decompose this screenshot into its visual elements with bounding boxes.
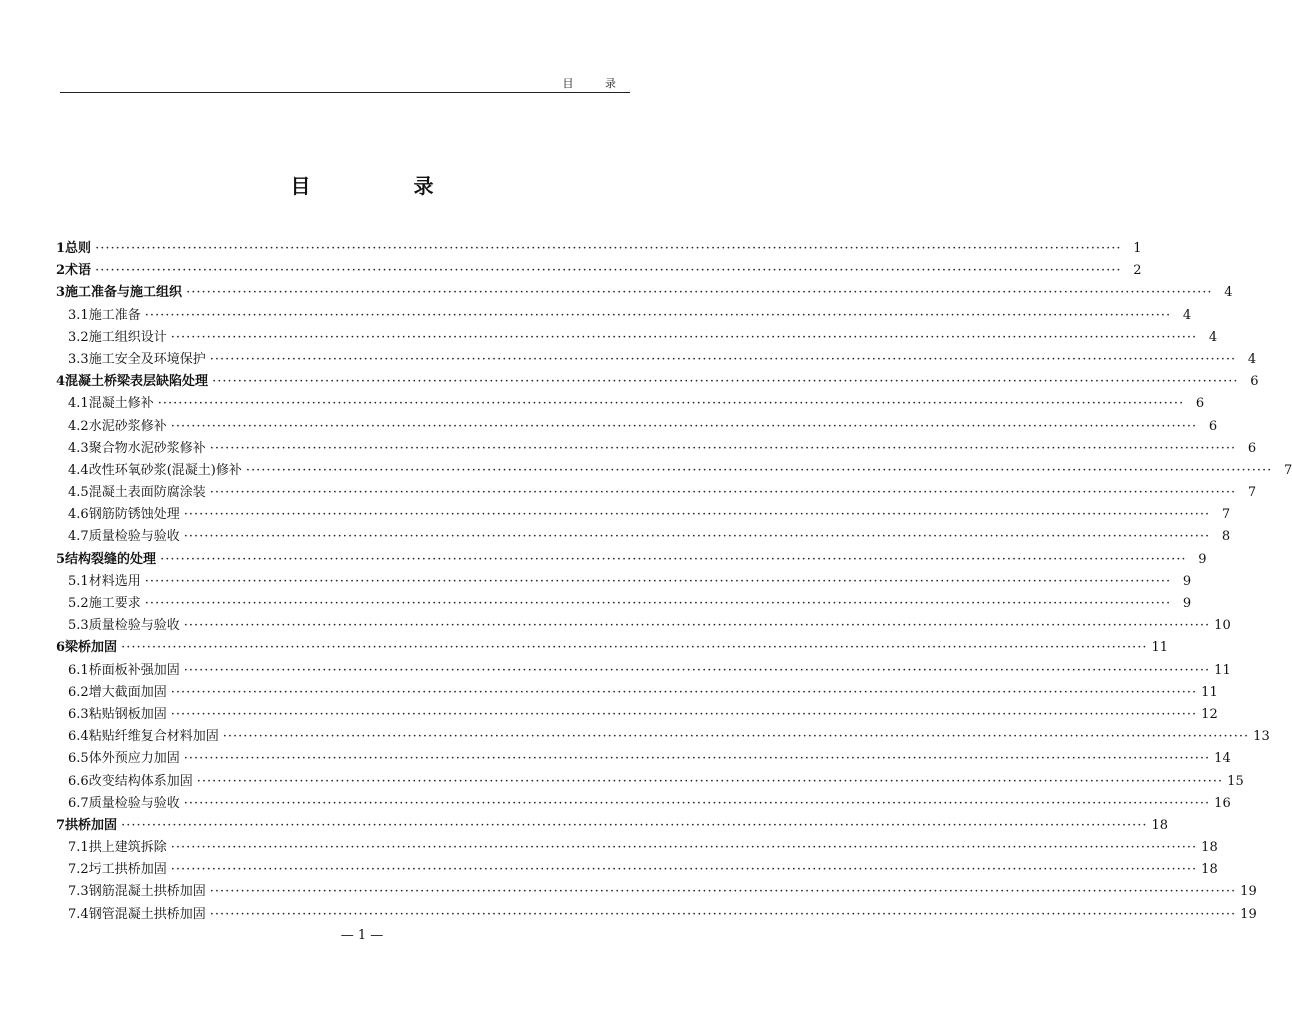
running-head: 目 录 <box>562 77 630 90</box>
toc-entry-page: 19 <box>1240 906 1257 922</box>
toc-section-entry[interactable] <box>56 904 1257 926</box>
toc-leader-dots: ········································································································································································································ <box>186 285 1213 301</box>
toc-leader-dots: ········································································································································································································ <box>170 706 1198 722</box>
toc-chapter-entry[interactable] <box>56 549 1207 571</box>
toc-leader-dots: ········································································································································································································ <box>121 640 1148 656</box>
toc-leader-dots: ········································································································································································································ <box>183 529 1211 545</box>
toc-entry-page: 11 <box>1151 640 1169 656</box>
toc-leader-dots: ········································································································································································································ <box>209 351 1237 367</box>
toc-section-entry[interactable] <box>56 793 1231 815</box>
toc-entry-label: 施工准备 <box>88 307 141 323</box>
toc-entry-page: 11 <box>1201 684 1218 700</box>
toc-entry-label: 粘贴钢板加固 <box>88 706 167 722</box>
toc-section-entry[interactable] <box>56 771 1244 793</box>
toc-entry-number: 4.7 <box>68 529 89 545</box>
toc-entry-page: 9 <box>1182 596 1192 611</box>
toc-entry-page: 4 <box>1208 329 1218 345</box>
toc-entry-label: 混凝土修补 <box>88 396 154 412</box>
toc-entry-label: 改性环氧砂浆(混凝土)修补 <box>88 462 242 478</box>
toc-entry-label: 施工安全及环境保护 <box>88 351 206 367</box>
toc-leader-dots: ········································································································································································································ <box>144 573 1172 589</box>
toc-entry-number: 4 <box>56 374 66 390</box>
toc-entry-label: 改变结构体系加固 <box>88 773 193 789</box>
toc-leader-dots: ········································································································································································································ <box>245 462 1273 478</box>
toc-entry-number: 5.1 <box>68 573 89 589</box>
toc-chapter-entry[interactable] <box>56 637 1169 659</box>
toc-entry-number: 7.1 <box>68 840 89 856</box>
toc-entry-label: 术语 <box>65 263 92 279</box>
toc-leader-dots: ········································································································································································································ <box>209 485 1237 501</box>
toc-entry-number: 3 <box>56 285 66 301</box>
toc-section-entry[interactable] <box>56 526 1231 548</box>
toc-entry-page: 8 <box>1221 529 1231 545</box>
toc-leader-dots: ········································································································································································································ <box>196 773 1224 789</box>
toc-entry-page: 19 <box>1240 884 1257 900</box>
toc-entry-page: 9 <box>1182 573 1192 589</box>
toc-leader-dots: ········································································································································································································ <box>170 329 1198 345</box>
toc-entry-label: 聚合物水泥砂浆修补 <box>88 440 206 456</box>
toc-leader-dots: ········································································································································································································ <box>121 817 1148 833</box>
toc-entry-label: 水泥砂浆修补 <box>88 418 167 434</box>
toc-entry-page: 6 <box>1195 396 1205 412</box>
toc-section-entry[interactable] <box>56 416 1218 438</box>
toc-leader-dots: ········································································································································································································ <box>170 418 1198 434</box>
toc-entry-page: 10 <box>1214 618 1231 634</box>
toc-leader-dots: ········································································································································································································ <box>157 396 1185 412</box>
toc-section-entry[interactable] <box>56 349 1257 371</box>
toc-section-entry[interactable] <box>56 726 1270 748</box>
toc-entry-page: 18 <box>1201 862 1218 878</box>
toc-entry-label: 钢管混凝土拱桥加固 <box>88 906 206 922</box>
page-number: — 1 — <box>340 928 384 943</box>
toc-section-entry[interactable] <box>56 704 1218 726</box>
toc-chapter-entry[interactable] <box>56 371 1259 393</box>
toc-entry-number: 6.2 <box>68 684 89 700</box>
toc-leader-dots: ········································································································································································································ <box>170 862 1198 878</box>
toc-entry-number: 4.5 <box>68 485 89 501</box>
toc-leader-dots: ········································································································································································································ <box>183 795 1211 811</box>
toc-leader-dots: ········································································································································································································ <box>144 307 1172 323</box>
toc-entry-label: 施工组织设计 <box>88 329 167 345</box>
toc-entry-label: 拱上建筑拆除 <box>88 840 167 856</box>
toc-entry-number: 4.1 <box>68 396 89 412</box>
toc-entry-page: 4 <box>1182 307 1192 323</box>
toc-leader-dots: ········································································································································································································ <box>183 618 1211 634</box>
toc-section-entry[interactable] <box>56 504 1231 526</box>
toc-leader-dots: ········································································································································································································ <box>95 241 1122 256</box>
toc-entry-label: 粘贴纤维复合材料加固 <box>88 729 219 745</box>
toc-entry-number: 3.1 <box>68 307 89 323</box>
toc-entry-label: 质量检验与验收 <box>88 618 180 634</box>
toc-entry-page: 7 <box>1284 462 1292 478</box>
toc-entry-page: 4 <box>1224 285 1233 301</box>
toc-entry-page: 6 <box>1208 418 1218 434</box>
toc-entry-label: 混凝土表面防腐涂装 <box>88 485 206 501</box>
toc-entry-label: 钢筋混凝土拱桥加固 <box>88 884 206 900</box>
toc-section-entry[interactable] <box>56 482 1257 504</box>
toc-leader-dots: ········································································································································································································ <box>209 906 1237 922</box>
toc-chapter-entry[interactable] <box>56 238 1142 260</box>
toc-entry-number: 6.1 <box>68 662 89 678</box>
toc-entry-page: 6 <box>1250 374 1259 390</box>
toc-entry-label: 施工要求 <box>88 596 141 611</box>
toc-entry-number: 7.4 <box>68 906 89 922</box>
toc-leader-dots: ········································································································································································································ <box>170 684 1198 700</box>
toc-entry-page: 18 <box>1151 817 1169 833</box>
toc-entry-label: 桥面板补强加固 <box>88 662 180 678</box>
toc-section-entry[interactable] <box>56 571 1192 593</box>
toc-entry-label: 拱桥加固 <box>65 817 118 833</box>
toc-entry-number: 3.2 <box>68 329 89 345</box>
toc-entry-label: 总则 <box>65 241 92 256</box>
toc-entry-page: 12 <box>1201 706 1218 722</box>
toc-entry-label: 混凝土桥梁表层缺陷处理 <box>65 374 209 390</box>
toc-section-entry[interactable] <box>56 859 1218 881</box>
toc-entry-label: 体外预应力加固 <box>88 751 180 767</box>
toc-leader-dots: ········································································································································································································ <box>95 263 1122 279</box>
toc-entry-number: 5.2 <box>68 596 89 611</box>
toc-entry-number: 4.2 <box>68 418 89 434</box>
toc-entry-number: 7.2 <box>68 862 89 878</box>
toc-entry-number: 6.4 <box>68 729 89 745</box>
header-rule <box>60 92 630 93</box>
toc-leader-dots: ········································································································································································································ <box>160 551 1187 567</box>
toc-entry-page: 15 <box>1227 773 1244 789</box>
toc-entry-page: 16 <box>1214 795 1231 811</box>
toc-section-entry[interactable] <box>56 660 1231 682</box>
toc-entry-label: 质量检验与验收 <box>88 795 180 811</box>
toc-entry-label: 施工准备与施工组织 <box>65 285 183 301</box>
toc-leader-dots: ········································································································································································································ <box>144 596 1172 611</box>
toc-entry-number: 6.6 <box>68 773 89 789</box>
toc-entry-number: 3.3 <box>68 351 89 367</box>
toc-entry-number: 6.3 <box>68 706 89 722</box>
page-title: 目 录 <box>290 174 482 198</box>
toc-section-entry[interactable] <box>56 327 1218 349</box>
toc-entry-page: 7 <box>1247 485 1257 501</box>
toc-entry-number: 5 <box>56 551 66 567</box>
toc-leader-dots: ········································································································································································································ <box>212 374 1239 390</box>
toc-section-entry[interactable] <box>56 438 1257 460</box>
toc-section-entry[interactable] <box>56 682 1218 704</box>
toc-entry-number: 4.4 <box>68 462 89 478</box>
toc-entry-label: 梁桥加固 <box>65 640 118 656</box>
toc-entry-label: 增大截面加固 <box>88 684 167 700</box>
toc-entry-page: 9 <box>1198 551 1207 567</box>
toc-section-entry[interactable] <box>56 305 1192 327</box>
toc-entry-page: 1 <box>1133 241 1142 256</box>
toc-entry-number: 1 <box>56 241 66 256</box>
toc-entry-page: 6 <box>1247 440 1257 456</box>
toc-entry-number: 4.6 <box>68 507 89 523</box>
toc-chapter-entry[interactable] <box>56 282 1233 304</box>
toc-section-entry[interactable] <box>56 460 1292 482</box>
toc-entry-page: 18 <box>1201 840 1218 856</box>
toc-leader-dots: ········································································································································································································ <box>170 840 1198 856</box>
toc-chapter-entry[interactable] <box>56 815 1169 837</box>
toc-leader-dots: ········································································································································································································ <box>183 507 1211 523</box>
toc-entry-label: 圬工拱桥加固 <box>88 862 167 878</box>
toc-section-entry[interactable] <box>56 881 1257 903</box>
toc-chapter-entry[interactable] <box>56 260 1142 282</box>
toc-entry-number: 6.7 <box>68 795 89 811</box>
toc-entry-number: 5.3 <box>68 618 89 634</box>
toc-entry-page: 11 <box>1214 662 1231 678</box>
toc-entry-label: 钢筋防锈蚀处理 <box>88 507 180 523</box>
toc-section-entry[interactable] <box>56 748 1231 770</box>
toc-leader-dots: ········································································································································································································ <box>183 662 1211 678</box>
toc-section-entry[interactable] <box>56 593 1192 615</box>
toc-entry-page: 2 <box>1133 263 1142 279</box>
toc-section-entry[interactable] <box>56 615 1231 637</box>
toc-entry-page: 13 <box>1253 729 1270 745</box>
toc-section-entry[interactable] <box>56 837 1218 859</box>
toc-leader-dots: ········································································································································································································ <box>209 884 1237 900</box>
toc-entry-label: 材料选用 <box>88 573 141 589</box>
toc-entry-number: 7 <box>56 817 66 833</box>
toc-entry-number: 6.5 <box>68 751 89 767</box>
toc-entry-page: 7 <box>1221 507 1231 523</box>
toc-leader-dots: ········································································································································································································ <box>183 751 1211 767</box>
toc-entry-page: 4 <box>1247 351 1257 367</box>
toc-entry-number: 7.3 <box>68 884 89 900</box>
toc-entry-page: 14 <box>1214 751 1231 767</box>
toc-section-entry[interactable] <box>56 393 1205 415</box>
toc-entry-number: 2 <box>56 263 66 279</box>
toc-entry-label: 结构裂缝的处理 <box>65 551 157 567</box>
table-of-contents <box>56 238 1292 926</box>
toc-entry-number: 4.3 <box>68 440 89 456</box>
toc-leader-dots: ········································································································································································································ <box>222 729 1250 745</box>
toc-entry-number: 6 <box>56 640 66 656</box>
toc-leader-dots: ········································································································································································································ <box>209 440 1237 456</box>
toc-entry-label: 质量检验与验收 <box>88 529 180 545</box>
